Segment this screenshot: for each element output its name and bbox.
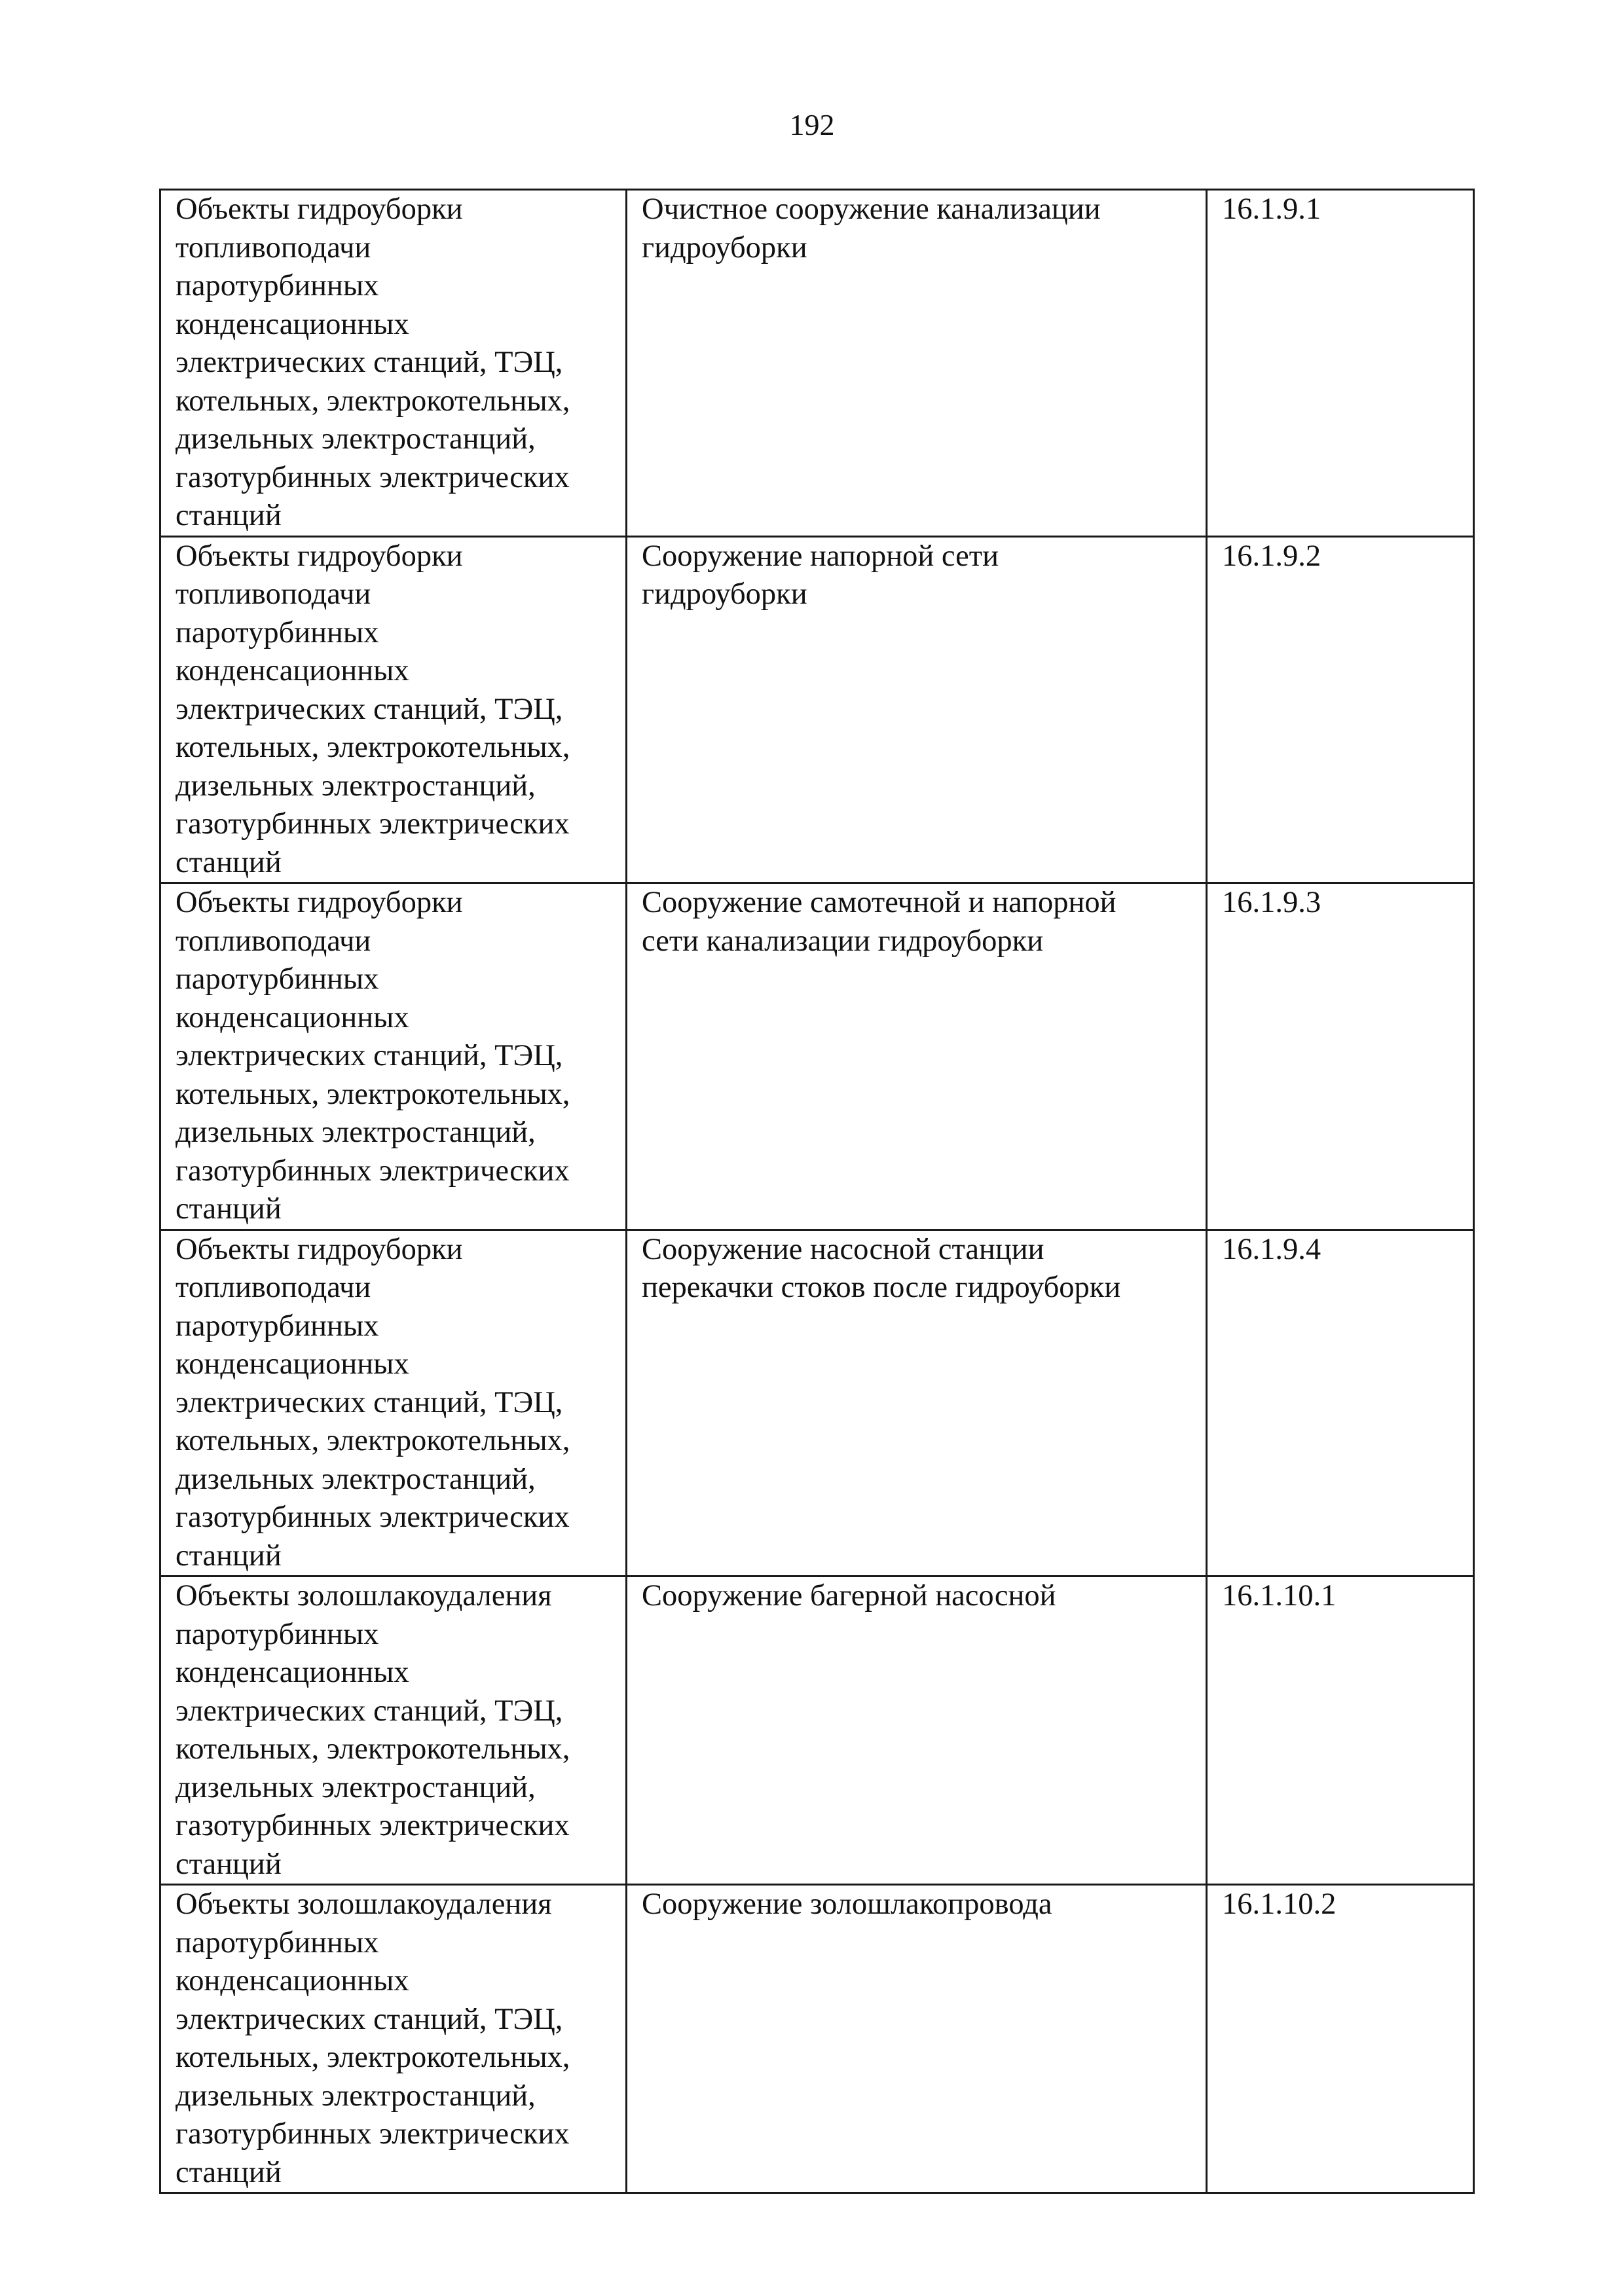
code-cell: 16.1.10.1 <box>1207 1576 1474 1885</box>
objects-table <box>159 189 1475 2194</box>
table-row <box>160 536 1474 883</box>
table-row <box>160 883 1474 1230</box>
structure-cell: Очистное сооружение канализации гидроуборки <box>627 190 1207 537</box>
code-cell: 16.1.9.4 <box>1207 1230 1474 1576</box>
object-cell: Объекты золошлакоудаления паротурбинных конденсационных электрических станций, ТЭЦ, котельных, электрокотельных, дизельных электростанций, газотурбинных электрических станций <box>160 1576 627 1885</box>
structure-cell: Сооружение самотечной и напорной сети канализации гидроуборки <box>627 883 1207 1230</box>
page-number: 192 <box>789 108 835 141</box>
table-row <box>160 190 1474 537</box>
structure-cell: Сооружение багерной насосной <box>627 1576 1207 1885</box>
table-row <box>160 1576 1474 1885</box>
structure-cell: Сооружение напорной сети гидроуборки <box>627 536 1207 883</box>
table-row <box>160 1230 1474 1576</box>
object-cell: Объекты золошлакоудаления паротурбинных конденсационных электрических станций, ТЭЦ, котельных, электрокотельных, дизельных электростанций, газотурбинных электрических станций <box>160 1885 627 2193</box>
object-cell: Объекты гидроуборки топливоподачи паротурбинных конденсационных электрических станций, ТЭЦ, котельных, электрокотельных, дизельных электростанций, газотурбинных электрических станций <box>160 190 627 537</box>
object-cell: Объекты гидроуборки топливоподачи паротурбинных конденсационных электрических станций, ТЭЦ, котельных, электрокотельных, дизельных электростанций, газотурбинных электрических станций <box>160 1230 627 1576</box>
code-cell: 16.1.9.1 <box>1207 190 1474 537</box>
object-cell: Объекты гидроуборки топливоподачи паротурбинных конденсационных электрических станций, ТЭЦ, котельных, электрокотельных, дизельных электростанций, газотурбинных электрических станций <box>160 883 627 1230</box>
structure-cell: Сооружение золошлакопровода <box>627 1885 1207 2193</box>
structure-cell: Сооружение насосной станции перекачки стоков после гидроуборки <box>627 1230 1207 1576</box>
table-row <box>160 1885 1474 2193</box>
object-cell: Объекты гидроуборки топливоподачи паротурбинных конденсационных электрических станций, ТЭЦ, котельных, электрокотельных, дизельных электростанций, газотурбинных электрических станций <box>160 536 627 883</box>
code-cell: 16.1.9.2 <box>1207 536 1474 883</box>
code-cell: 16.1.10.2 <box>1207 1885 1474 2193</box>
code-cell: 16.1.9.3 <box>1207 883 1474 1230</box>
